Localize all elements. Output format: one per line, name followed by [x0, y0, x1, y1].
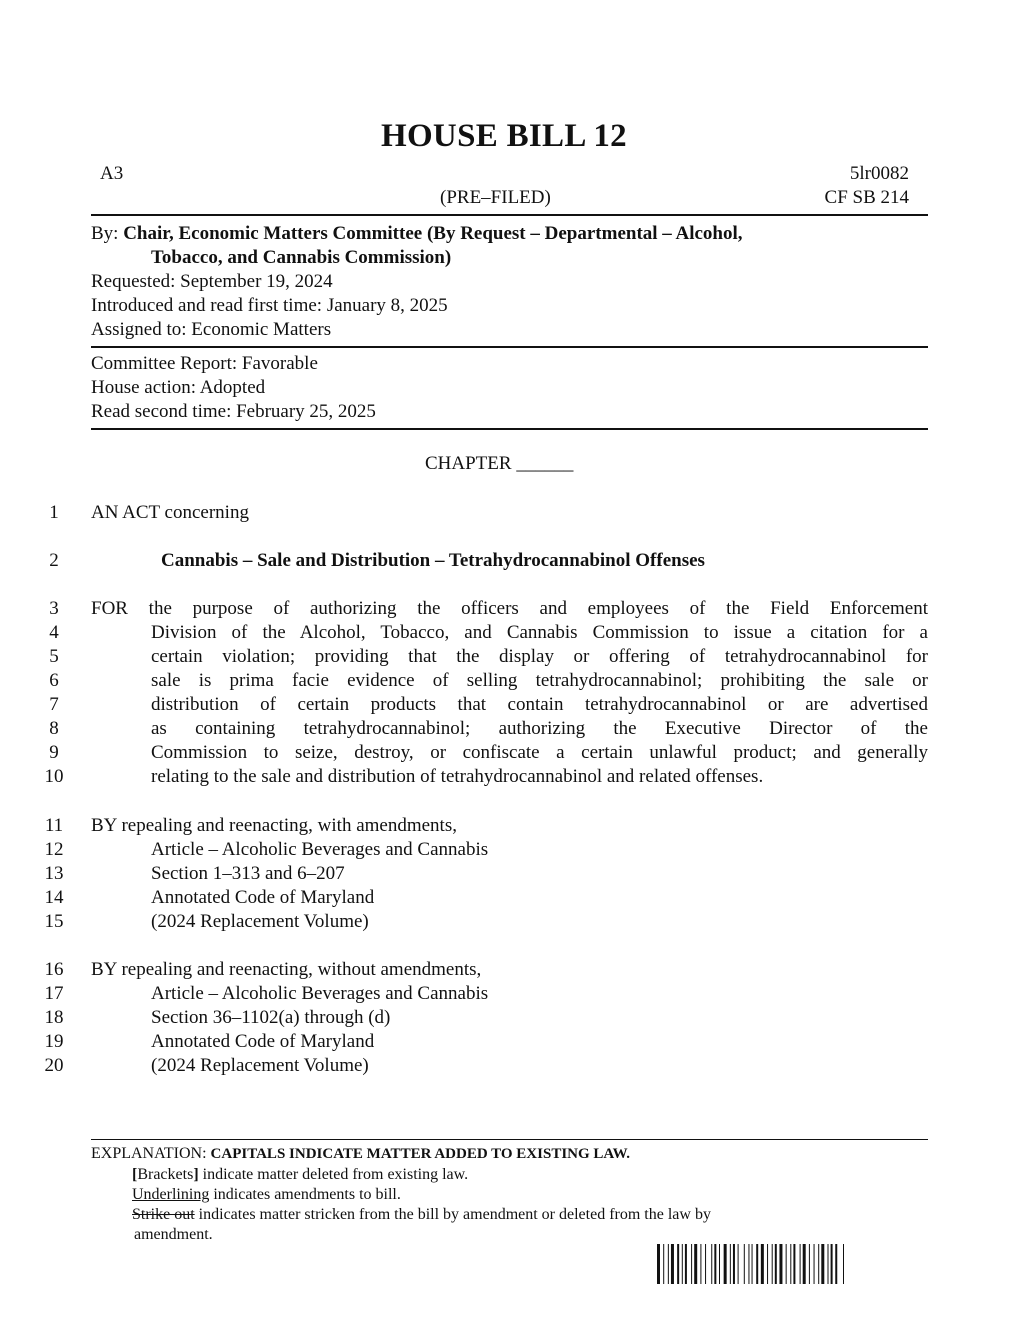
- act-heading: AN ACT concerning: [91, 502, 249, 523]
- line-number: 15: [44, 911, 64, 932]
- by-label: By:: [91, 223, 119, 244]
- purpose-line: certain violation; providing that the display or offering of tetrahydrocannabinol for: [151, 646, 928, 667]
- line-number: 20: [44, 1055, 64, 1076]
- sponsor-rule: [91, 346, 928, 348]
- bracket-open: [: [132, 1166, 138, 1183]
- line-number: 6: [49, 670, 59, 691]
- amendment-clause: BY repealing and reenacting, with amendments,: [91, 815, 457, 836]
- underlining-text: indicates amendments to bill.: [209, 1186, 401, 1203]
- house-action: House action: Adopted: [91, 377, 266, 398]
- purpose-line: relating to the sale and distribution of tetrahydrocannabinol and related offenses.: [151, 766, 764, 787]
- sponsor-name: Chair, Economic Matters Committee (By Request – Departmental – Alcohol,: [123, 223, 743, 244]
- second-reading: Read second time: February 25, 2025: [91, 401, 376, 422]
- brackets-word: Brackets: [137, 1166, 194, 1183]
- line-number: 8: [49, 718, 59, 739]
- amendment-clause: BY repealing and reenacting, without amendments,: [91, 959, 482, 980]
- purpose-line: FOR the purpose of authorizing the officers and employees of the Field Enforcement: [91, 598, 928, 619]
- line-number: 10: [44, 766, 64, 787]
- purpose-line: Commission to seize, destroy, or confiscate a certain unlawful product; and generally: [151, 742, 928, 763]
- line-number: 14: [44, 887, 64, 908]
- header-rule: [91, 214, 928, 216]
- statute-code: Annotated Code of Maryland: [151, 887, 375, 908]
- statute-volume: (2024 Replacement Volume): [151, 911, 369, 932]
- bill-subject-title: Cannabis – Sale and Distribution – Tetrahydrocannabinol Offenses: [161, 550, 705, 571]
- bill-title: HOUSE BILL 12: [381, 118, 627, 154]
- strike-word: Strike out: [132, 1206, 195, 1223]
- line-number: 7: [49, 694, 59, 715]
- line-number: 5: [49, 646, 59, 667]
- line-number: 9: [49, 742, 59, 763]
- chapter-label: CHAPTER ______: [425, 453, 574, 474]
- underlining-word: Underlining: [132, 1186, 210, 1203]
- capitals-note: CAPITALS INDICATE MATTER ADDED TO EXISTING LAW.: [210, 1146, 630, 1162]
- purpose-line: Division of the Alcohol, Tobacco, and Cannabis Commission to issue a citation for a: [151, 622, 928, 643]
- subject-code: A3: [100, 163, 124, 184]
- purpose-line: as containing tetrahydrocannabinol; authorizing the Executive Director of the: [151, 718, 928, 739]
- line-number: 19: [44, 1031, 64, 1052]
- committee-report: Committee Report: Favorable: [91, 353, 318, 374]
- prefiled-label: (PRE–FILED): [440, 187, 551, 208]
- statute-code: Annotated Code of Maryland: [151, 1031, 375, 1052]
- bill-file-code: 5lr0082: [849, 163, 909, 184]
- strike-text: indicates matter stricken from the bill by amendment or deleted from the law by: [194, 1206, 711, 1223]
- purpose-line: distribution of certain products that contain tetrahydrocannabinol or are advertised: [151, 694, 928, 715]
- line-number: 4: [49, 622, 59, 643]
- statute-article: Article – Alcoholic Beverages and Cannabis: [151, 839, 489, 860]
- brackets-text: indicate matter deleted from existing law.: [198, 1166, 469, 1183]
- line-number: 11: [44, 815, 64, 836]
- sponsor-line-2: Tobacco, and Cannabis Commission): [151, 247, 452, 268]
- line-number: 3: [49, 598, 59, 619]
- statute-volume: (2024 Replacement Volume): [151, 1055, 369, 1076]
- line-number: 16: [44, 959, 64, 980]
- line-number: 2: [49, 550, 59, 571]
- statute-section: Section 1–313 and 6–207: [151, 863, 345, 884]
- strike-note: [132, 1206, 711, 1224]
- barcode-image: [657, 1244, 905, 1284]
- requested-date: Requested: September 19, 2024: [91, 271, 333, 292]
- underlining-note: [132, 1186, 401, 1204]
- line-number: 13: [44, 863, 64, 884]
- statute-section: Section 36–1102(a) through (d): [151, 1007, 391, 1028]
- statute-article: Article – Alcoholic Beverages and Cannabis: [151, 983, 489, 1004]
- explanation-rule: [91, 1139, 928, 1140]
- line-number: 1: [49, 502, 59, 523]
- brackets-note: [132, 1166, 468, 1184]
- bracket-close: ]: [193, 1166, 199, 1183]
- line-number: 12: [44, 839, 64, 860]
- cross-file-label: CF SB 214: [824, 187, 909, 208]
- line-number: 18: [44, 1007, 64, 1028]
- explanation-header: [91, 1145, 630, 1163]
- sponsor-line-1: [91, 223, 743, 245]
- line-number: 17: [44, 983, 64, 1004]
- assigned-committee: Assigned to: Economic Matters: [91, 319, 332, 340]
- introduced-date: Introduced and read first time: January 8, 2025: [91, 295, 448, 316]
- explanation-label: EXPLANATION:: [91, 1145, 207, 1162]
- purpose-line: sale is prima facie evidence of selling tetrahydrocannabinol; prohibiting the sale or: [151, 670, 928, 691]
- strike-note-cont: amendment.: [134, 1226, 213, 1243]
- committee-rule: [91, 428, 928, 430]
